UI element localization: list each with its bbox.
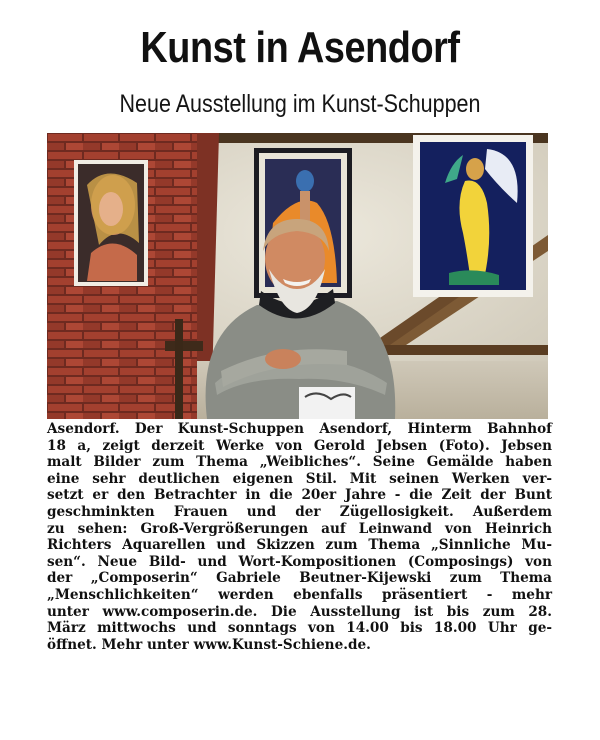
painting-portrait xyxy=(74,160,148,286)
article-line: sen“. Neue Bild- und Wort-Kompositionen (Composings) von xyxy=(47,553,552,570)
article-body xyxy=(47,421,552,653)
article-line: 18 a, zeigt derzeit Werke von Gerold Jebsen (Foto). Jebsen xyxy=(47,437,552,454)
article-line: zu sehen: Groß-Vergrößerungen auf Leinwand von Heinrich xyxy=(47,520,552,537)
article-line: eine sehr deutlichen eigenen Stil. Mit seinen Werken ver- xyxy=(47,470,552,487)
article-line: malt Bilder zum Thema „Weibliches“. Seine Gemälde haben xyxy=(47,454,552,471)
article-line: öffnet. Mehr unter www.Kunst-Schiene.de. xyxy=(47,636,371,653)
subheadline: Neue Ausstellung im Kunst-Schuppen xyxy=(119,90,481,118)
article-line: setzt er den Betrachter in die 20er Jahre - die Zeit der Bunt xyxy=(47,487,552,504)
article-line: geschminkten Frauen und der Zügellosigkeit. Außerdem xyxy=(47,503,552,520)
painting-figure-yellow xyxy=(413,135,533,297)
article-line: unter www.composerin.de. Die Ausstellung ist bis zum 28. xyxy=(47,603,552,620)
article-line: Asendorf. Der Kunst-Schuppen Asendorf, Hinterm Bahnhof xyxy=(47,421,552,437)
article-line: „Menschlichkeiten“ werden ebenfalls präsentiert - mehr xyxy=(47,586,552,603)
headline: Kunst in Asendorf xyxy=(140,23,460,72)
article-line: der „Composerin“ Gabriele Beutner-Kijewski zum Thema xyxy=(47,570,552,587)
article-line: März mittwochs und sonntags von 14.00 bis 18.00 Uhr ge- xyxy=(47,620,552,637)
article-photo xyxy=(47,133,548,419)
article-line: Richters Aquarellen und Skizzen zum Thema „Sinnliche Mu- xyxy=(47,537,552,554)
